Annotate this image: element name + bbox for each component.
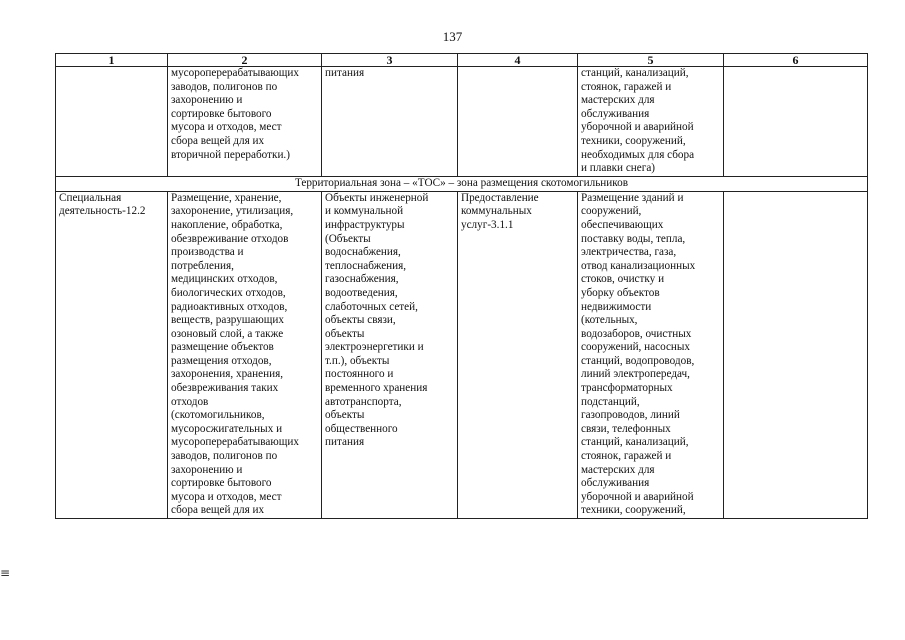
header-cell-6: 6 [724,54,868,67]
page-number: 137 [442,29,463,44]
cont-cell-2: мусороперерабатывающих заводов, полигонов по захоронению и сортировке бытового мусора и отходов, мест сбора вещей для их вторичной переработки.) [168,67,322,177]
header-cell-2: 2 [168,54,322,67]
header-cell-5: 5 [578,54,724,67]
land-use-table [55,53,868,519]
header-cell-3: 3 [322,54,458,67]
main-cell-1: Специальная деятельность-12.2 [56,191,168,518]
header-cell-1: 1 [56,54,168,67]
cont-cell-6 [724,67,868,177]
cont-cell-5: станций, канализаций, стоянок, гаражей и мастерских для обслуживания уборочной и аварийной техники, сооружений, необходимых для сбора и плавки снега) [578,67,724,177]
main-row [56,191,868,518]
main-cell-3: Объекты инженерной и коммунальной инфраструктуры (Объекты водоснабжения, теплоснабжения, газоснабжения, водоотведения, слаботочных сетей, объекты связи, объекты электроэнергетики и т.п.), объекты постоянного и временного хранения автотранспорта, объекты общественного питания [322,191,458,518]
zone-title: Территориальная зона – «ТОС» – зона размещения скотомогильников [56,176,868,191]
main-cell-2: Размещение, хранение, захоронение, утилизация, накопление, обработка, обезвреживание отходов производства и потребления, медицинских отходов, биологических отходов, радиоактивных отходов, веществ, разрушающих озоновый слой, а также размещение объектов размещения отходов, захоронения, хранения, обезвреживания таких отходов (скотомогильников, мусоросжигательных и мусороперерабатывающих заводов, полигонов по захоронению и сортировке бытового мусора и отходов, мест сбора вещей для их [168,191,322,518]
cont-cell-1 [56,67,168,177]
cont-cell-3: питания [322,67,458,177]
main-cell-6 [724,191,868,518]
main-cell-4: Предоставление коммунальных услуг-3.1.1 [458,191,578,518]
header-row [56,54,868,67]
header-cell-4: 4 [458,54,578,67]
cont-cell-4 [458,67,578,177]
continuation-row [56,67,868,177]
zone-title-row [56,176,868,191]
main-cell-5: Размещение зданий и сооружений, обеспечивающих поставку воды, тепла, электричества, газа, отвод канализационных стоков, очистку и уборку объектов недвижимости (котельных, водозаборов, очистных сооружений, насосных станций, водопроводов, линий электропередач, трансформаторных подстанций, газопроводов, линий связи, телефонных станций, канализаций, стоянок, гаражей и мастерских для обслуживания уборочной и аварийной техники, сооружений, [578,191,724,518]
margin-mark: ≡ [0,566,11,580]
